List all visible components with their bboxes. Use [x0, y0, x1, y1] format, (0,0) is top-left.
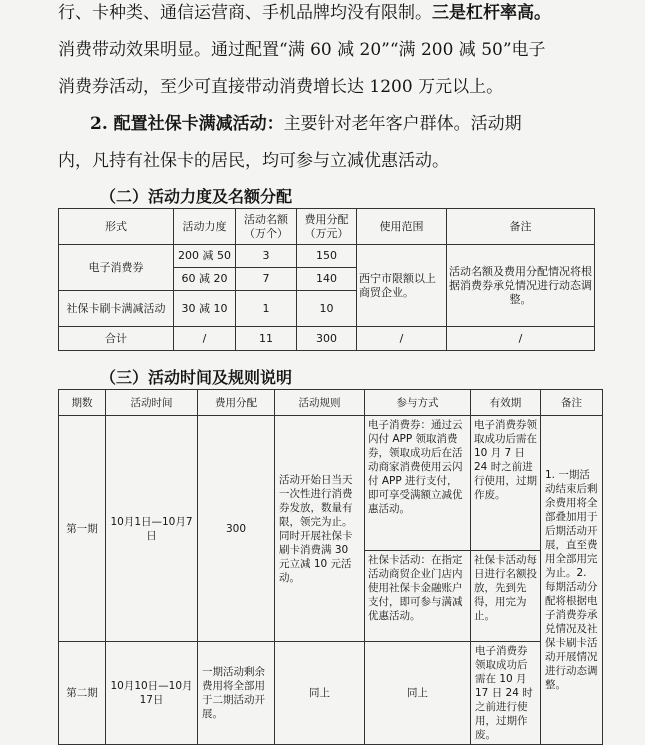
fee-cell: 150	[297, 245, 357, 268]
fee-cell: 10	[297, 291, 357, 327]
header-note: 备注	[541, 390, 603, 416]
header-note: 备注	[447, 209, 595, 245]
header-validity: 有效期	[471, 390, 541, 416]
phase2-method: 同上	[365, 642, 471, 745]
phase2-period: 第二期	[59, 642, 106, 745]
paragraph-line-5: 内，凡持有社保卡的居民，均可参与立减优惠活动。	[58, 151, 449, 171]
sb-label: 社保卡刷卡满减活动	[59, 291, 174, 327]
table-row	[59, 245, 595, 268]
header-time: 活动时间	[106, 390, 198, 416]
phase2-fee: 一期活动剩余费用将全部用于二期活动开展。	[198, 642, 275, 745]
phase1-rule: 活动开始日当天一次性进行消费券发放，数量有限，领完为止。同时开展社保卡刷卡消费满 30 元立减 10 元活动。	[275, 416, 365, 642]
total-quota: 11	[236, 327, 297, 351]
item2-text: 主要针对老年客户群体。活动期	[283, 114, 522, 134]
strength-cell: 60 减 20	[174, 268, 236, 291]
header-period: 期数	[59, 390, 106, 416]
ecoupon-label: 电子消费券	[59, 245, 174, 291]
total-scope: /	[357, 327, 447, 351]
phase2-row	[59, 642, 603, 745]
header-fee: 费用分配	[198, 390, 275, 416]
strength-cell: 30 减 10	[174, 291, 236, 327]
phase1-validity	[471, 416, 541, 642]
validity-ecoupon: 电子消费券领取成功后需在 10 月 7 日 24 时之前进行使用，过期作废。	[474, 419, 537, 501]
header-form: 形式	[59, 209, 174, 245]
quota-cell: 3	[236, 245, 297, 268]
fee-cell: 140	[297, 268, 357, 291]
paragraph-line-4	[90, 114, 630, 135]
total-row	[59, 327, 595, 351]
quota-cell: 1	[236, 291, 297, 327]
total-label: 合计	[59, 327, 174, 351]
total-strength: /	[174, 327, 236, 351]
header-fee: 费用分配 （万元）	[297, 209, 357, 245]
allocation-table	[58, 208, 595, 351]
header-method: 参与方式	[365, 390, 471, 416]
section3-heading: （三）活动时间及规则说明	[100, 368, 293, 387]
header-scope: 使用范围	[357, 209, 447, 245]
note-cell: 活动名额及费用分配情况将根据消费券承兑情况进行动态调整。	[447, 245, 595, 327]
line1-emphasis: 三是杠杆率高。	[432, 3, 551, 23]
schedule-table	[58, 389, 603, 745]
section2-heading: （二）活动力度及名额分配	[100, 187, 293, 206]
paragraph-line-2: 消费带动效果明显。通过配置“满 60 减 20”“满 200 减 50”电子	[58, 40, 546, 60]
phase1-fee: 300	[198, 416, 275, 642]
header-quota: 活动名额 （万个）	[236, 209, 297, 245]
total-note: /	[447, 327, 595, 351]
phase2-time: 10月10日—10月17日	[106, 642, 198, 745]
phase1-row	[59, 416, 603, 642]
total-fee: 300	[297, 327, 357, 351]
paragraph-line-3: 消费券活动，至少可直接带动消费增长达 1200 万元以上。	[58, 77, 504, 97]
phase1-period: 第一期	[59, 416, 106, 642]
table-header-row	[59, 209, 595, 245]
quota-cell: 7	[236, 268, 297, 291]
header-strength: 活动力度	[174, 209, 236, 245]
line1-text: 行、卡种类、通信运营商、手机品牌均没有限制。	[58, 3, 432, 23]
phase1-time: 10月1日—10月7日	[106, 416, 198, 642]
validity-socialcard: 社保卡活动每日进行名额投放，先到先得，用完为止。	[471, 550, 540, 635]
table-header-row	[59, 390, 603, 416]
header-rule: 活动规则	[275, 390, 365, 416]
phase2-validity: 电子消费券领取成功后需在 10 月 17 日 24 时之前进行使用，过期作废。	[471, 642, 541, 745]
item2-title: 2. 配置社保卡满减活动：	[90, 114, 284, 134]
method-ecoupon: 电子消费券：通过云闪付 APP 领取消费券，领取成功后在活动商家消费使用云闪付 APP 进行支付，即可享受满额立减优惠活动。	[368, 419, 463, 515]
paragraph-line-1	[58, 3, 598, 24]
schedule-note: 1. 一期活动结束后剩余费用将全部叠加用于后期活动开展，直至费用全部用完为止。2. 每期活动分配将根据电子消费券承兑情况及社保卡刷卡活动开展情况进行动态调整。	[541, 416, 603, 745]
scope-cell: 西宁市限额以上商贸企业。	[357, 245, 447, 327]
strength-cell: 200 减 50	[174, 245, 236, 268]
phase2-rule: 同上	[275, 642, 365, 745]
phase1-method	[365, 416, 471, 642]
method-socialcard: 社保卡活动：在指定活动商贸企业门店内使用社保卡金融账户支付，即可参与满减优惠活动。	[365, 550, 470, 635]
